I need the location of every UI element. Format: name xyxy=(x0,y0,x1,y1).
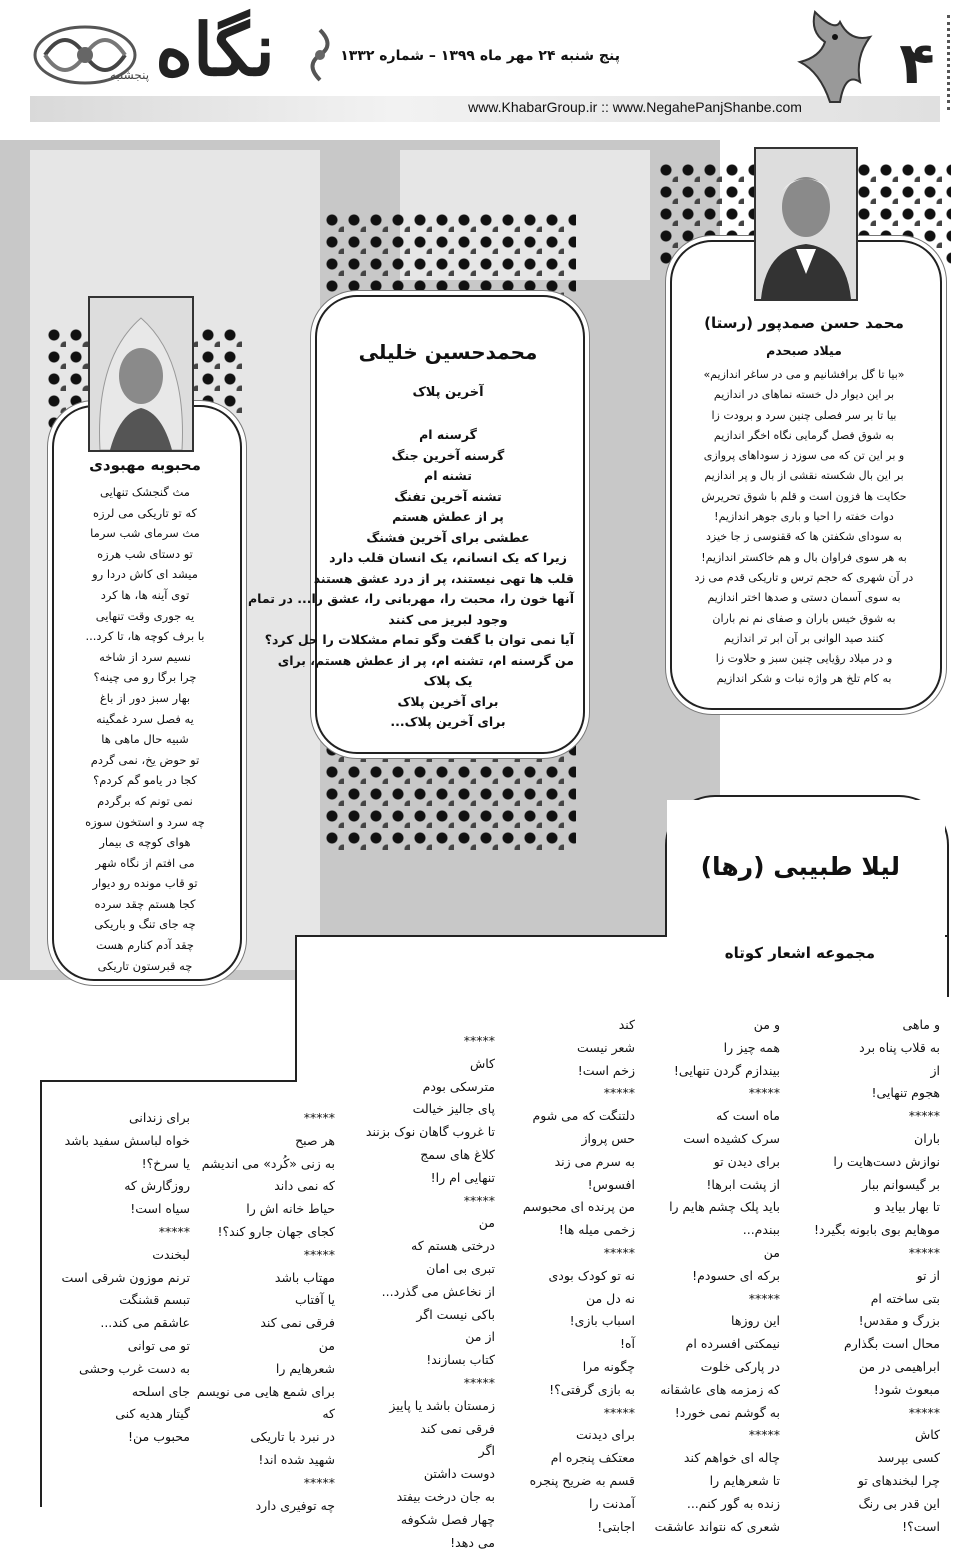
poem-line: یا سرخ؟! xyxy=(141,1155,190,1171)
poem-line: ***** xyxy=(908,1108,940,1124)
poem-line: تا غروب گاهان نوک بزنند xyxy=(365,1124,495,1140)
poem-line: ***** xyxy=(908,1244,940,1260)
poem-line: تشنه آخرین تفنگ xyxy=(394,488,502,504)
poem-line: برای آخرین پلاک... xyxy=(390,714,506,729)
poem-line: چقد آدم کنارم هست xyxy=(95,938,195,953)
poem-line: شعرهایم را xyxy=(275,1360,335,1376)
poem-line: باید پلک چشم هایم را xyxy=(669,1199,780,1215)
poem-line: به سرم می زند xyxy=(554,1153,635,1169)
poem-line: من xyxy=(478,1215,495,1231)
poem-line: ***** xyxy=(748,1085,780,1101)
poem-line: ***** xyxy=(463,1374,495,1390)
poem-line: این قدر بی رنگ xyxy=(858,1495,940,1511)
poem-line: تا شعرهایم را xyxy=(709,1472,780,1488)
poem-line: که xyxy=(322,1406,335,1422)
poem-line: به بازی گرفتی؟! xyxy=(549,1381,635,1397)
poem-line: که نمی داند xyxy=(274,1178,335,1194)
poem-line: تبری بی امان xyxy=(426,1260,495,1276)
issue-dateline: پنج شنبه ۲۴ مهر ماه ۱۳۹۹ – شماره ۱۳۳۲ xyxy=(340,48,620,64)
poem-line: ماه است که xyxy=(716,1108,780,1124)
poem-line: تنهایی ام را! xyxy=(430,1169,495,1185)
poem-line: تشنه ام xyxy=(424,468,472,483)
poem-line: ترنم موزون شرقی است xyxy=(61,1269,190,1285)
website-urls[interactable]: www.KhabarGroup.ir :: www.NegahePanjShanbe.com xyxy=(468,99,802,115)
ornament-band xyxy=(322,740,576,850)
poem-text xyxy=(680,365,928,690)
poem-line: همه چیز را xyxy=(723,1039,780,1055)
poem-line: کند xyxy=(618,1017,635,1032)
poem-line: «بیا تا گل برافشانیم و می در ساغر اندازیم» xyxy=(703,368,905,381)
poem-line: بزرگ و مقدس! xyxy=(858,1313,940,1329)
poem-line: شبیه حال ماهی ها xyxy=(101,732,189,747)
poem-line: دوات خفته را احیا و باری جوهر اندازیم! xyxy=(714,510,894,524)
poem-line: شعری که نتواند عاشقت xyxy=(654,1518,780,1534)
poem-line: کسی بپرسد xyxy=(877,1450,940,1466)
poem-line: پای جالیز خیالت xyxy=(412,1101,495,1117)
poem-line: حکایت ها فزون است و قلم با شوق تحریرش xyxy=(701,489,907,503)
poem-line: شعر نیست xyxy=(576,1039,635,1055)
poem-line: به دست غرب وحشی xyxy=(79,1360,190,1376)
poem-column xyxy=(640,1014,780,1538)
poem-line: آمدنت را xyxy=(589,1495,635,1511)
poem-line: پر از عطش هستم xyxy=(392,509,504,524)
ornament-band xyxy=(322,210,576,300)
poem-line: گیتار هدیه کنی xyxy=(115,1406,190,1422)
poem-line: عاشقم می کند... xyxy=(100,1315,190,1331)
poem-line: اگر xyxy=(478,1443,495,1459)
poem-line: زیرا که یک انسانم، یک انسان قلب دارد xyxy=(329,550,567,565)
poem-line: یا آفتاب xyxy=(294,1292,335,1308)
poem-line: به شوق فصل گرمایی نگاه اخگر اندازیم xyxy=(713,428,895,442)
author-photo xyxy=(88,296,194,452)
phoenix-icon xyxy=(780,2,880,112)
poem-line: است؟! xyxy=(902,1518,940,1534)
poem-line: به کام تلخ هر واژه نبات و شکر اندازیم xyxy=(716,672,892,686)
poem-column xyxy=(45,1107,190,1449)
poem-line: زخمی میله ها! xyxy=(558,1222,635,1238)
poem-line: معتکف پنجره ام xyxy=(550,1450,635,1466)
page-number: ۴ xyxy=(899,29,935,97)
collection-subtitle: مجموعه اشعار کوتاه xyxy=(724,944,875,962)
poem-line: مترسکی بودم xyxy=(422,1078,495,1094)
author-name: محبوبه مهبودی xyxy=(89,456,201,474)
poem-line: مهتاب باشد xyxy=(274,1269,335,1285)
poem-line: از من xyxy=(465,1329,495,1345)
poem-line: تو دستای شب هرزه xyxy=(97,546,193,561)
poem-line: دلتنگت که می شوم xyxy=(532,1108,635,1124)
author-name: لیلا طبیبی (رها) xyxy=(700,852,900,881)
poem-line: برای دیدن تو xyxy=(713,1153,780,1169)
poem-line: که تو تاریکی می لرزه xyxy=(93,505,197,520)
poem-line: تبسم قشنگت xyxy=(119,1292,190,1308)
poem-line: بر گیسوانم ببار xyxy=(861,1176,940,1192)
poem-line: عطشی برای آخرین فشنگ xyxy=(366,529,530,545)
poem-line: مث سرمای شب سرما xyxy=(90,526,200,541)
poem-line: باران xyxy=(914,1130,940,1146)
poem-line: ***** xyxy=(303,1474,335,1490)
logo-subtitle: پنجشنبه xyxy=(110,68,150,82)
poem-line: کنند صید الوانی بر آن ابر تر اندازیم xyxy=(723,631,885,645)
masthead xyxy=(0,0,970,130)
poem-line: ***** xyxy=(748,1427,780,1443)
poem-line: چرا لبخندهای تو xyxy=(857,1472,940,1488)
poem-line: به هر سوی فراوان بال و هم خاکستر اندازیم! xyxy=(701,550,907,564)
poem-line: تو حوض یخ، نمی گردم xyxy=(90,752,200,767)
poem-line: کجای جهان جارو کند؟! xyxy=(217,1223,335,1239)
poem-line: به شوق خیس باران و صفای نم نم باران xyxy=(712,611,896,625)
poem-line: آنها خون را، محبت را، مهربانی را، عشق را... در تمام xyxy=(247,591,574,606)
poem-line: سرک کشیده است xyxy=(683,1130,780,1146)
author-name: محمدحسین خلیلی xyxy=(358,340,538,364)
poem-line: ابراهیمی در من xyxy=(858,1358,940,1374)
poem-line: به جان درخت بیفتد xyxy=(396,1488,495,1504)
poem-line: از xyxy=(930,1062,940,1078)
poem-line: به زنی «کُرد» می اندیشم xyxy=(201,1155,335,1171)
poem-line: در آن شهری که حجم ترس و تاریکی قدم می زد xyxy=(694,570,914,584)
poem-line: هوای کوچه ی بیمار xyxy=(99,835,191,850)
poem-line: چه سرد و استخون سوزه xyxy=(85,814,205,829)
person-icon xyxy=(756,149,856,299)
person-icon xyxy=(90,298,192,450)
poem-line: برای آخرین پلاک xyxy=(397,693,499,709)
poem-line: برای زندانی xyxy=(128,1110,190,1125)
poem-line: کاش xyxy=(469,1055,495,1071)
poem-line: گرسنه ام xyxy=(419,427,477,442)
poem-line: نه تو کودک بودی xyxy=(548,1267,635,1283)
poem-line: محبوب من! xyxy=(128,1429,190,1445)
poem-line: زنده به گور کنم... xyxy=(686,1495,780,1511)
poem-line: یه جوری وقت تنهایی xyxy=(95,608,195,623)
poem-text xyxy=(247,425,574,733)
poem-line: و ماهی xyxy=(902,1017,940,1032)
poem-line: باکی نیست اگر xyxy=(416,1306,495,1322)
logo-text: نگاه xyxy=(155,7,275,92)
poem-line: چه جای تنگ و باریکی xyxy=(94,917,196,932)
poem-line: چه قبرستون تاریکی xyxy=(97,958,193,973)
poem-line: من xyxy=(318,1337,335,1353)
poem-line: جای اسلحه xyxy=(131,1383,190,1399)
poem-line: می دهد! xyxy=(450,1534,495,1550)
poem-line: و در میلاد رؤیایی چنین سبز و حلاوت زا xyxy=(715,652,893,666)
poem-line: بیا تا بر سر فصلی چنین سرد و برودت زا xyxy=(711,408,897,422)
poem-line: میشد ای کاش دردا رو xyxy=(92,567,198,582)
poem-line: چه توفیری دارد xyxy=(255,1497,335,1513)
poem-line: تا بهار بیاید و xyxy=(874,1199,940,1215)
poem-line: کاش xyxy=(914,1427,940,1443)
poem-line: نه دل من xyxy=(586,1290,635,1306)
poem-line: به قلاب پناه برد xyxy=(859,1039,940,1055)
poem-line: به سودای شکفتن ها که ققنوسی ز جا خیزد xyxy=(706,530,902,544)
author-photo xyxy=(754,147,858,301)
poem-line: تو قاب مونده رو دیوار xyxy=(92,876,198,891)
poem-line: و من xyxy=(753,1017,780,1032)
poem-line: بهار سبز دور از باغ xyxy=(99,690,191,705)
poem-line: ***** xyxy=(463,1033,495,1048)
poem-line: ***** xyxy=(908,1404,940,1420)
poem-line: این روزها xyxy=(731,1313,780,1329)
poem-line: کجا در یامو گم کردم؟ xyxy=(93,773,197,788)
poem-line: از تو xyxy=(916,1267,940,1283)
poem-line: برکه ای حسودم! xyxy=(692,1267,780,1283)
poem-line: تو می توانی xyxy=(127,1337,190,1353)
poem-line: نمی تونم که برگردم xyxy=(97,793,193,808)
poem-line: ***** xyxy=(748,1290,780,1306)
poem-line: لبخندت xyxy=(152,1246,190,1262)
poem-line: بیندازم گردن تنهایی! xyxy=(673,1062,780,1078)
poem-line: ***** xyxy=(303,1246,335,1262)
poem-line: ***** xyxy=(463,1192,495,1208)
poem-line: اسباب بازی! xyxy=(569,1313,635,1329)
poem-line: به سوی آسمان دستی و صدها اختر اندازیم xyxy=(707,591,901,605)
poem-line: ببندم... xyxy=(742,1222,780,1238)
poem-line: حس پرواز xyxy=(581,1130,635,1146)
poem-line: آه! xyxy=(619,1336,635,1352)
poem-line: من پرنده ای محبوسم xyxy=(522,1199,635,1215)
poem-line: و بر این تن که می سوزد ز سوداهای پروازی xyxy=(703,449,905,463)
poem-line: کتاب بسازند! xyxy=(426,1352,495,1368)
poem-line: کجا هستم چقد سرده xyxy=(94,896,196,911)
poem-line: روزگارش که xyxy=(124,1178,190,1194)
poem-line: فرقی نمی کند xyxy=(260,1315,335,1331)
poem-line: من گرسنه ام، تشنه ام، پر از عطش هستم، برای xyxy=(277,652,574,668)
poem-line: قسم به ضریح پنجره xyxy=(529,1472,635,1488)
poem-line: اجابتی! xyxy=(597,1518,635,1534)
author-name: محمد حسن صمدپور (رستا) xyxy=(704,314,904,332)
poem-column xyxy=(195,1107,335,1517)
poem-line: ***** xyxy=(603,1404,635,1420)
poem-title: میلاد صبحدم xyxy=(766,343,842,358)
poem-line: نسیم سرد از شاخه xyxy=(99,649,191,664)
poem-line: سیاه است! xyxy=(130,1201,190,1217)
poem-line: آیا نمی توان با گفت وگو تمام مشکلات را حل کرد؟ xyxy=(264,632,574,647)
poem-line: موهایم بوی بابونه بگیرد! xyxy=(813,1222,940,1238)
poem-line: ***** xyxy=(303,1110,335,1125)
poem-column xyxy=(500,1014,635,1538)
poem-line: هجوم تنهایی! xyxy=(871,1085,940,1101)
poem-line: در پارکی خلوت xyxy=(700,1358,780,1374)
poem-line: در نبرد با تاریکی xyxy=(250,1429,335,1445)
poem-line: بر این بال شکسته نقشی از بال و پر اندازیم xyxy=(704,469,904,483)
poem-line: از پشت ابرها! xyxy=(706,1176,780,1192)
poem-line: نوازش دست‌هایت را xyxy=(833,1153,940,1169)
poem-line: بتی ساخته ام xyxy=(870,1290,940,1306)
poem-line: ***** xyxy=(603,1244,635,1260)
poem-line: گرسنه آخرین جنگ xyxy=(391,447,505,463)
poem-line: کلاغ های سمج xyxy=(420,1146,495,1162)
poem-line: دوست داشتن xyxy=(423,1466,495,1482)
poem-line: خواه لباسش سفید باشد xyxy=(64,1132,190,1148)
poem-column xyxy=(790,1014,940,1538)
poem-line: برای شمع هایی می نویسم xyxy=(196,1383,335,1399)
poem-line: نیمکتی افسرده ام xyxy=(685,1336,780,1352)
poem-text xyxy=(58,482,232,976)
poem-line: هر صبح xyxy=(295,1132,335,1148)
poem-line: ***** xyxy=(158,1223,190,1239)
poem-line: یه فصل سرد غمگینه xyxy=(96,711,194,726)
poem-line: وجود لبریز می کنند xyxy=(388,611,508,627)
poem-line: برای دیدنت xyxy=(576,1427,635,1443)
poem-line: فرقی نمی کند xyxy=(420,1420,495,1436)
poem-line: حیاط خانه اش را xyxy=(246,1201,335,1217)
poem-line: که زمزمه های عاشقانه xyxy=(660,1381,780,1397)
poem-column xyxy=(340,1030,495,1554)
poem-line: افسوس! xyxy=(587,1176,635,1192)
poem-line: با برف کوچه ها، تا کرد... xyxy=(85,629,205,644)
poem-line: زخم است! xyxy=(577,1062,635,1078)
poem-line: از نخاعش می گذرد... xyxy=(381,1283,495,1299)
poem-line: توی آینه ها، ها کرد xyxy=(100,587,190,602)
poem-title: آخرین پلاک xyxy=(412,385,484,400)
poem-line: شهید شده اند! xyxy=(258,1451,335,1467)
poem-line: درختی هستم که xyxy=(411,1238,495,1254)
poem-line: محال است بگذارم xyxy=(843,1336,940,1352)
newspaper-logo xyxy=(120,5,300,97)
poem-line: بر این دیوار دل خسته نماهای در اندازیم xyxy=(713,388,895,402)
poem-line: چرا برگا رو می چینه؟ xyxy=(93,670,197,685)
poem-line: قلب ها تهی نیستند، پر از درد عشق هستند xyxy=(313,570,574,586)
poem-line: می افتم از نگاه شهر xyxy=(95,855,195,870)
poem-line: من xyxy=(763,1244,780,1260)
poem-line: چهار فصل شکوفه xyxy=(400,1511,495,1527)
poem-line: ***** xyxy=(603,1085,635,1101)
poem-line: چاله ای خواهم کند xyxy=(683,1450,780,1466)
poem-line: یک پلاک xyxy=(423,673,473,688)
poem-line: چگونه مرا xyxy=(582,1358,635,1374)
poem-line: مث گنجشک تنهایی xyxy=(100,485,190,499)
poem-line: به گوشم نمی خورد! xyxy=(674,1404,780,1420)
poem-line: زمستان باشد یا پاییز xyxy=(389,1397,495,1413)
poem-line: مبعوث شود! xyxy=(873,1381,940,1397)
